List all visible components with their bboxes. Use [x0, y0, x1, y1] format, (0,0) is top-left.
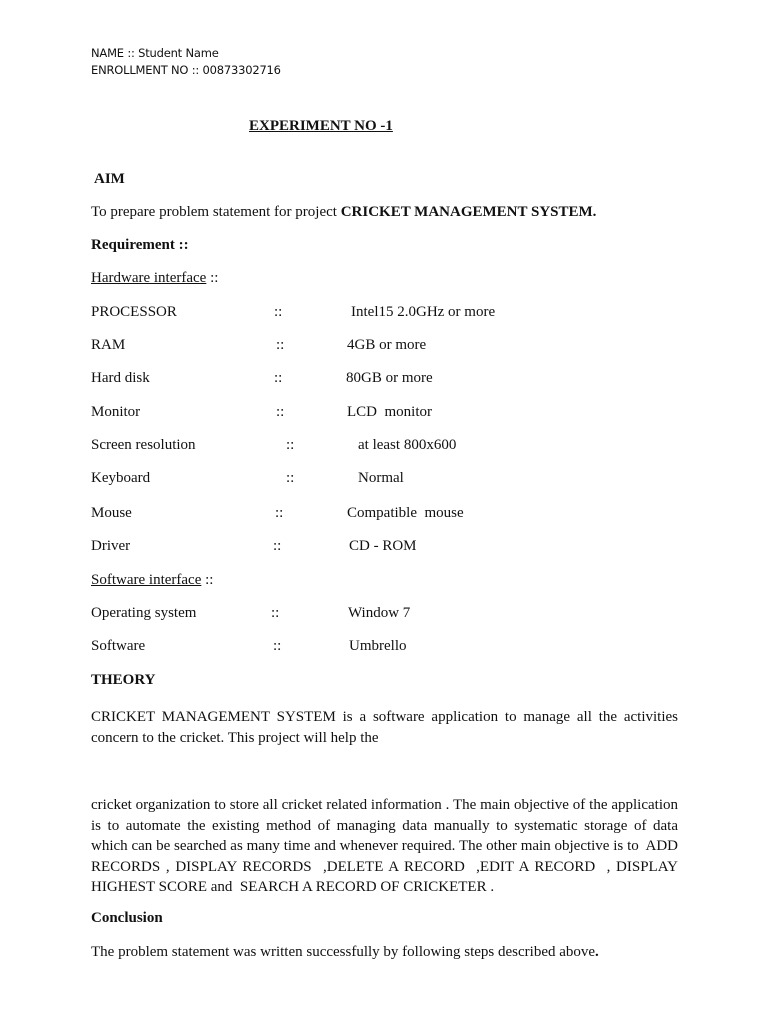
student-name-line: NAME :: Student Name [91, 46, 219, 60]
spec-separator: :: [273, 538, 282, 554]
spec-value: Umbrello [349, 638, 407, 654]
spec-separator: :: [273, 638, 282, 654]
aim-text-prefix: To prepare problem statement for project [91, 204, 341, 220]
spec-value: Normal [358, 470, 404, 486]
hardware-heading-label: Hardware interface [91, 270, 207, 286]
spec-key: Operating system [91, 605, 197, 621]
spec-value: Intel15 2.0GHz or more [351, 304, 496, 320]
theory-heading: THEORY [91, 672, 156, 688]
software-row-operating-system [0, 605, 768, 625]
spec-separator: :: [286, 437, 295, 453]
conclusion-end-mark: . [595, 944, 599, 960]
hardware-row-keyboard [0, 470, 768, 490]
software-heading-suffix: :: [201, 572, 214, 588]
spec-separator: :: [274, 304, 283, 320]
hardware-row-ram [0, 337, 768, 357]
software-row-software [0, 638, 768, 658]
software-heading-label: Software interface [91, 572, 202, 588]
spec-key: Screen resolution [91, 437, 196, 453]
aim-text [91, 204, 596, 221]
spec-value: LCD monitor [347, 404, 432, 420]
spec-separator: :: [276, 404, 285, 420]
enrollment-line: ENROLLMENT NO :: 00873302716 [91, 63, 281, 77]
spec-value: CD - ROM [349, 538, 417, 554]
hardware-row-mouse [0, 505, 768, 525]
aim-project-name: CRICKET MANAGEMENT SYSTEM. [340, 204, 597, 220]
spec-value: Compatible mouse [347, 505, 464, 521]
hardware-row-screen-resolution [0, 437, 768, 457]
spec-key: Mouse [91, 505, 132, 521]
spec-key: PROCESSOR [91, 304, 177, 320]
spec-key: Monitor [91, 404, 141, 420]
aim-heading: AIM [94, 171, 125, 187]
hardware-heading [91, 270, 218, 287]
hardware-row-monitor [0, 404, 768, 424]
spec-separator: :: [271, 605, 280, 621]
hardware-row-processor [0, 304, 768, 324]
requirement-heading: Requirement :: [91, 237, 189, 253]
spec-value: Window 7 [348, 605, 411, 621]
spec-key: Software [91, 638, 146, 654]
conclusion-text [91, 944, 599, 961]
spec-key: Driver [91, 538, 131, 554]
spec-value: 80GB or more [346, 370, 433, 386]
theory-paragraph-1: CRICKET MANAGEMENT SYSTEM is a software application to manage all the activities concern to the cricket. This project will help the [91, 709, 678, 746]
software-heading [91, 572, 213, 589]
spec-key: RAM [91, 337, 126, 353]
experiment-title: EXPERIMENT NO -1 [249, 118, 393, 134]
hardware-heading-suffix: :: [206, 270, 219, 286]
spec-separator: :: [286, 470, 295, 486]
spec-separator: :: [276, 337, 285, 353]
conclusion-sentence: The problem statement was written successfully by following steps described above [91, 944, 596, 960]
theory-paragraph-2: cricket organization to store all cricket related information . The main objective of the application is to automate the existing method of managing data manually to systematic storage of data which can be searched as many time and whenever required. The other main objective is to ADD RECORDS , DISPLAY RECORDS ,DELETE A RECORD ,EDIT A RECORD , DISPLAY HIGHEST SCORE and SEARCH A RECORD OF CRICKETER . [91, 797, 682, 895]
hardware-row-hard-disk [0, 370, 768, 390]
conclusion-heading: Conclusion [91, 910, 163, 926]
spec-value: 4GB or more [347, 337, 427, 353]
spec-separator: :: [275, 505, 284, 521]
hardware-row-driver [0, 538, 768, 558]
spec-value: at least 800x600 [358, 437, 457, 453]
spec-key: Keyboard [91, 470, 151, 486]
spec-separator: :: [274, 370, 283, 386]
spec-key: Hard disk [91, 370, 150, 386]
